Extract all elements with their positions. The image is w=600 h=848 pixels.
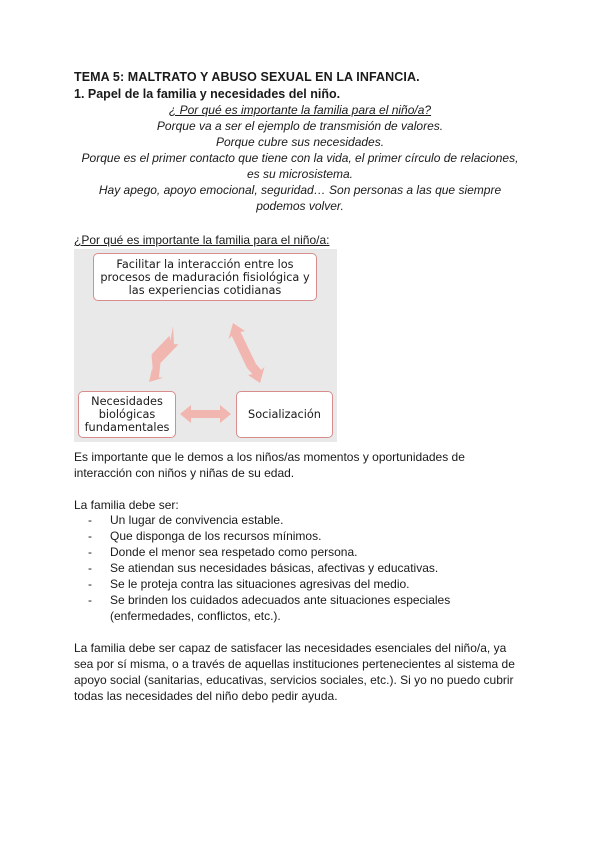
paragraph-line: interacción con niños y niñas de su edad. [74, 466, 295, 480]
centered-line: Porque va a ser el ejemplo de transmisión de valores. [156, 119, 444, 133]
list-item-continuation: (enfermedades, conflictos, etc.). [110, 609, 281, 623]
family-roles-diagram [74, 249, 337, 442]
arrow-right-diagonal-icon [247, 364, 265, 383]
paragraph-line: sea por sí misma, o a través de aquellas instituciones pertenecientes al sistema de [74, 657, 515, 671]
centered-question: ¿ Por qué es importante la familia para el niño/a? [168, 103, 432, 117]
dash-bullet: - [88, 561, 92, 575]
dash-bullet: - [88, 545, 92, 559]
box-socialization: Socialización [236, 391, 333, 438]
list-intro: La familia debe ser: [74, 498, 179, 512]
centered-line: Porque cubre sus necesidades. [215, 135, 385, 149]
arrow-horizontal-icon [180, 405, 231, 423]
family-list [88, 512, 450, 624]
box-biological-needs: Necesidades biológicas fundamentales [78, 391, 176, 438]
list-item: - Donde el menor sea respetado como persona. [88, 545, 358, 559]
list-item: - Un lugar de convivencia estable. [88, 513, 284, 527]
paragraph-line: Es importante que le demos a los niños/as momentos y oportunidades de [74, 450, 465, 464]
paragraph-line: apoyo social (sanitarias, educativas, servicios sociales, etc.). Si yo no puedo cubrir [74, 673, 514, 687]
centered-line: Porque es el primer contacto que tiene con la vida, el primer círculo de relaciones, [81, 151, 519, 165]
dash-bullet: - [88, 529, 92, 543]
dash-bullet: - [88, 513, 92, 527]
box-interaction-processes: Facilitar la interacción entre los procesos de maduración fisiológica y las experiencias cotidianas [93, 253, 317, 301]
paragraph-line: La familia debe ser capaz de satisfacer las necesidades esenciales del niño/a, ya [74, 641, 507, 655]
section-heading: 1. Papel de la familia y necesidades del niño. [74, 87, 341, 101]
paragraph-line: todas las necesidades del niño debo pedir ayuda. [74, 689, 338, 703]
document-title: TEMA 5: MALTRATO Y ABUSO SEXUAL EN LA INFANCIA. [74, 70, 420, 84]
centered-line: podemos volver. [256, 199, 344, 213]
arrow-right-diagonal-icon [229, 323, 257, 368]
diagram-question: ¿Por qué es importante la familia para el niño/a: [74, 233, 330, 247]
dash-bullet: - [88, 577, 92, 591]
list-item: - Se atiendan sus necesidades básicas, afectivas y educativas. [88, 561, 439, 575]
list-item: - Se brinden los cuidados adecuados ante situaciones especiales [88, 593, 451, 607]
arrow-left-diagonal-icon [152, 326, 179, 363]
list-item: - Que disponga de los recursos mínimos. [88, 529, 322, 543]
centered-line: es su microsistema. [246, 167, 354, 181]
list-item: - Se le proteja contra las situaciones agresivas del medio. [88, 577, 410, 591]
dash-bullet: - [88, 593, 92, 607]
centered-line: Hay apego, apoyo emocional, seguridad… Son personas a las que siempre [98, 183, 502, 197]
